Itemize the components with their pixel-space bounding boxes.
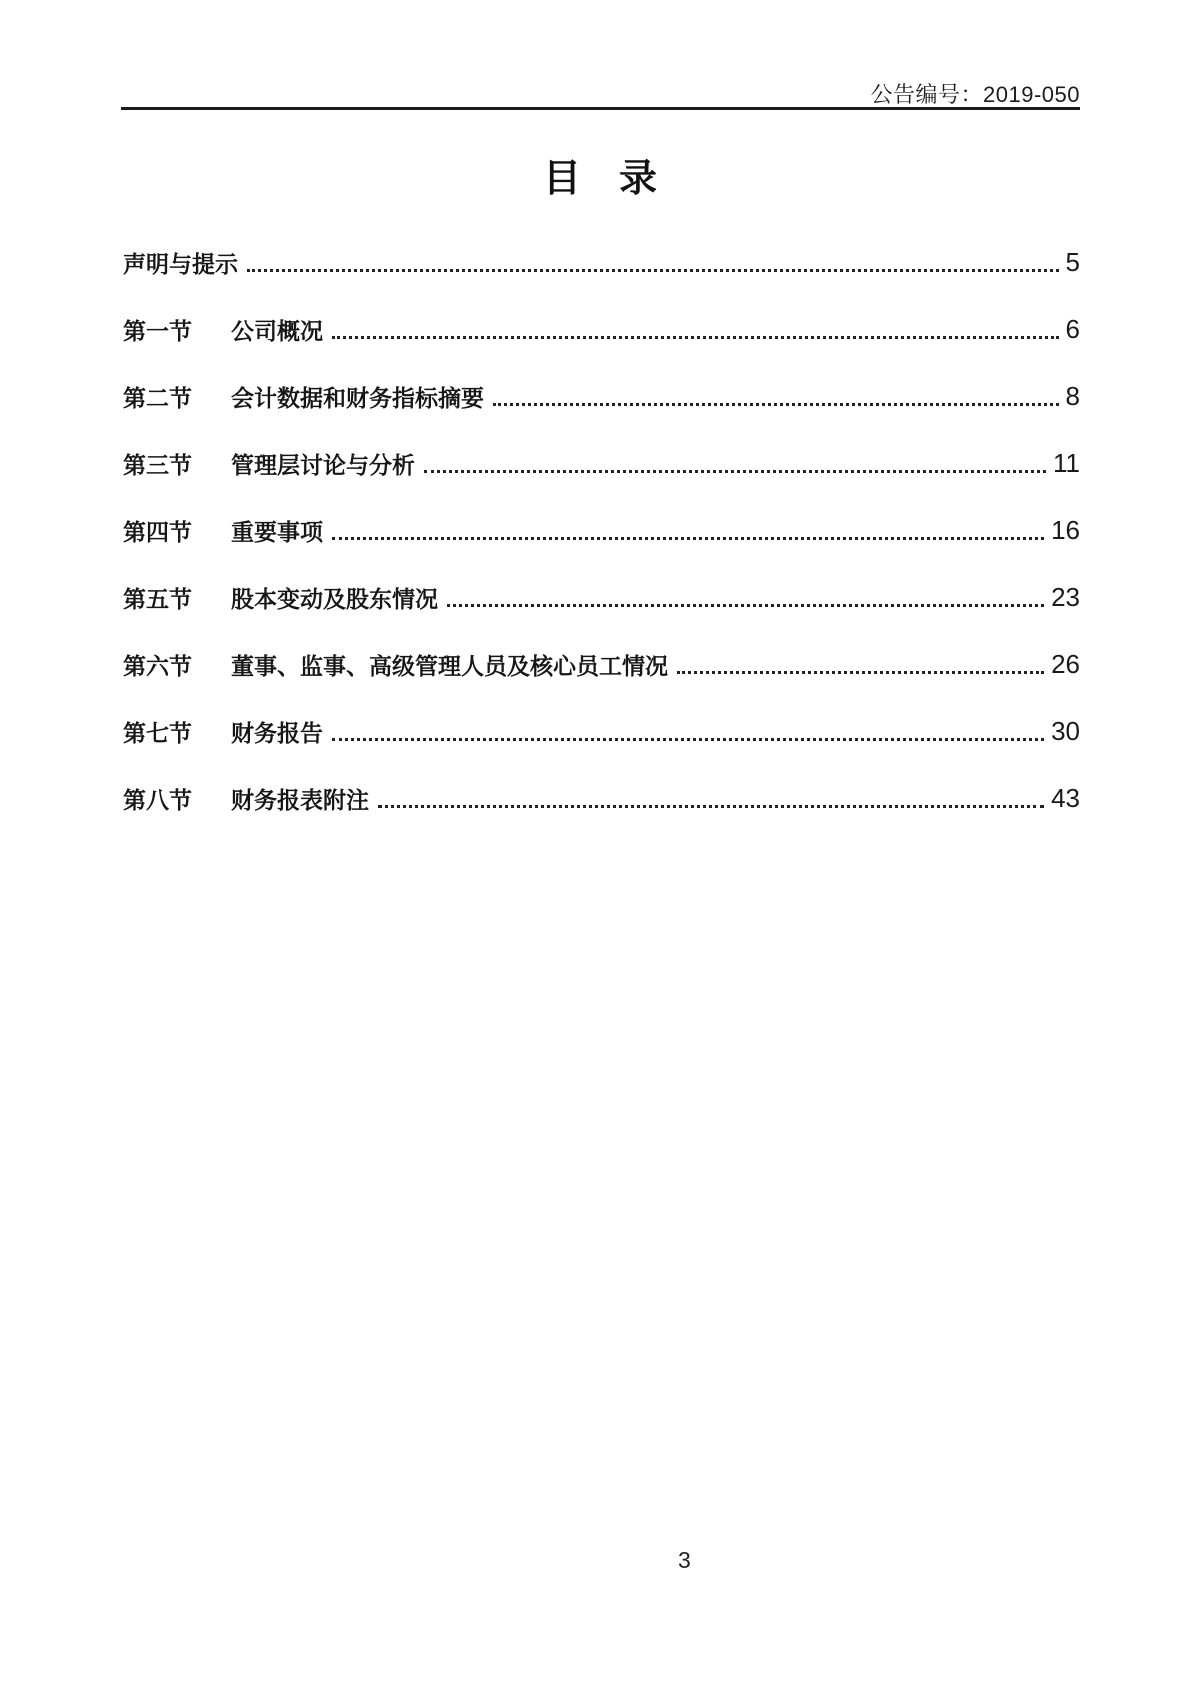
- toc-section-label: 第一节: [123, 318, 192, 344]
- toc-page-number: 11: [1053, 448, 1080, 478]
- toc-entry-title: 声明与提示: [123, 251, 238, 277]
- dot-leader: [677, 671, 1044, 674]
- page-title: 目 录: [542, 158, 657, 200]
- toc-entry-title: 管理层讨论与分析: [231, 452, 415, 478]
- toc-entry: [123, 430, 1080, 497]
- announcement-number: 公告编号：2019-050: [870, 82, 1080, 107]
- dot-leader: [493, 403, 1059, 406]
- dot-leader: [332, 738, 1044, 741]
- toc-entry-title: 公司概况: [231, 318, 323, 344]
- table-of-contents: [123, 229, 1080, 832]
- dot-leader: [378, 805, 1044, 808]
- toc-section-label: 第三节: [123, 452, 192, 478]
- toc-entry: [123, 564, 1080, 631]
- toc-section-label: 第六节: [123, 653, 192, 679]
- toc-entry-title: 财务报表附注: [231, 787, 369, 813]
- toc-entry-title: 股本变动及股东情况: [231, 586, 438, 612]
- toc-page-number: 23: [1051, 582, 1080, 612]
- toc-entry: [123, 765, 1080, 832]
- toc-entry: [123, 229, 1080, 296]
- toc-section-label: 第五节: [123, 586, 192, 612]
- dot-leader: [247, 269, 1059, 272]
- toc-section-label: 第七节: [123, 720, 192, 746]
- toc-page-number: 30: [1051, 716, 1080, 746]
- toc-entry-title: 会计数据和财务指标摘要: [231, 385, 484, 411]
- toc-page-number: 16: [1051, 515, 1080, 545]
- header-divider: [121, 107, 1080, 110]
- toc-entry: [123, 631, 1080, 698]
- toc-page-number: 5: [1065, 247, 1080, 277]
- toc-page-number: 6: [1065, 314, 1080, 344]
- dot-leader: [332, 336, 1059, 339]
- toc-page-number: 43: [1051, 783, 1080, 813]
- toc-entry-title: 重要事项: [231, 519, 323, 545]
- toc-entry: [123, 497, 1080, 564]
- toc-section-label: 第二节: [123, 385, 192, 411]
- toc-section-label: 第四节: [123, 519, 192, 545]
- footer-page-number: 3: [678, 1547, 691, 1573]
- dot-leader: [447, 604, 1044, 607]
- dot-leader: [332, 537, 1044, 540]
- toc-entry: [123, 296, 1080, 363]
- toc-entry: [123, 698, 1080, 765]
- toc-section-label: 第八节: [123, 787, 192, 813]
- toc-page-number: 26: [1051, 649, 1080, 679]
- toc-entry-title: 董事、监事、高级管理人员及核心员工情况: [231, 653, 668, 679]
- toc-entry: [123, 363, 1080, 430]
- toc-entry-title: 财务报告: [231, 720, 323, 746]
- toc-page-number: 8: [1065, 381, 1080, 411]
- dot-leader: [424, 470, 1046, 473]
